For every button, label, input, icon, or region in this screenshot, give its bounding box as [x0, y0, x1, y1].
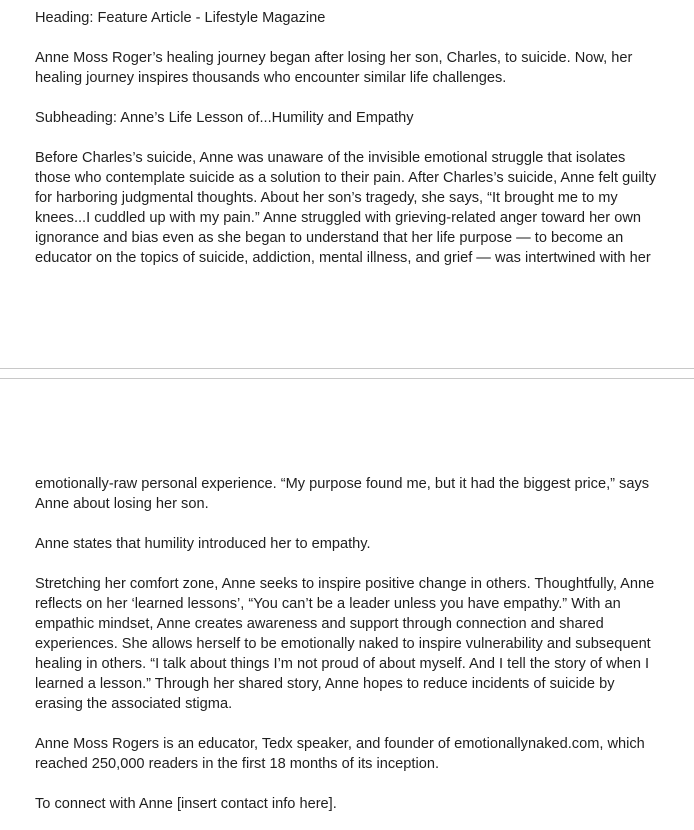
body-paragraph-continued: emotionally-raw personal experience. “My purpose found me, but it had the biggest price,” says Anne about losing her son. [35, 476, 650, 512]
article-heading: Heading: Feature Article - Lifestyle Magazine [35, 10, 326, 26]
comfort-zone-paragraph: Stretching her comfort zone, Anne seeks to inspire positive change in others. Thoughtfully, Anne reflects on her ‘learned lessons’, “You can’t be a leader unless you have empathy.” With an empathic mindset, Anne creates awareness and support through connection and shared experiences. She allows herself to be emotionally naked to inspire vulnerability and subsequent healing in others. “I talk about things I’m not proud of about myself. And I tell the story of when I learned a lesson.” Through her shared story, Anne hopes to reduce incidents of suicide by erasing the associated stigma. [35, 576, 655, 712]
document-page-2 [0, 379, 694, 830]
intro-paragraph: Anne Moss Roger’s healing journey began after losing her son, Charles, to suicide. Now, her healing journey inspires thousands who encounter similar life challenges. [35, 50, 633, 86]
page-1-content [35, 8, 665, 268]
body-paragraph-start: Before Charles’s suicide, Anne was unaware of the invisible emotional struggle that isolates those who contemplate suicide as a solution to their pain. After Charles’s suicide, Anne felt guilty for harboring judgmental thoughts. About her son’s tragedy, she says, “It brought me to my knees...I cuddled up with my pain.” Anne struggled with grieving-related anger toward her own ignorance and bias even as she began to understand that her life purpose — to become an educator on the topics of suicide, addiction, mental illness, and grief — was intertwined with her [35, 150, 657, 266]
article-subheading: Subheading: Anne’s Life Lesson of...Humility and Empathy [35, 110, 414, 126]
contact-paragraph: To connect with Anne [insert contact info here]. [35, 796, 337, 812]
page-break [0, 368, 694, 379]
humility-paragraph: Anne states that humility introduced her to empathy. [35, 536, 371, 552]
bio-paragraph: Anne Moss Rogers is an educator, Tedx speaker, and founder of emotionallynaked.com, which reached 250,000 readers in the first 18 months of its inception. [35, 736, 645, 772]
document-page-1 [0, 0, 694, 368]
page-2-content [35, 474, 665, 814]
